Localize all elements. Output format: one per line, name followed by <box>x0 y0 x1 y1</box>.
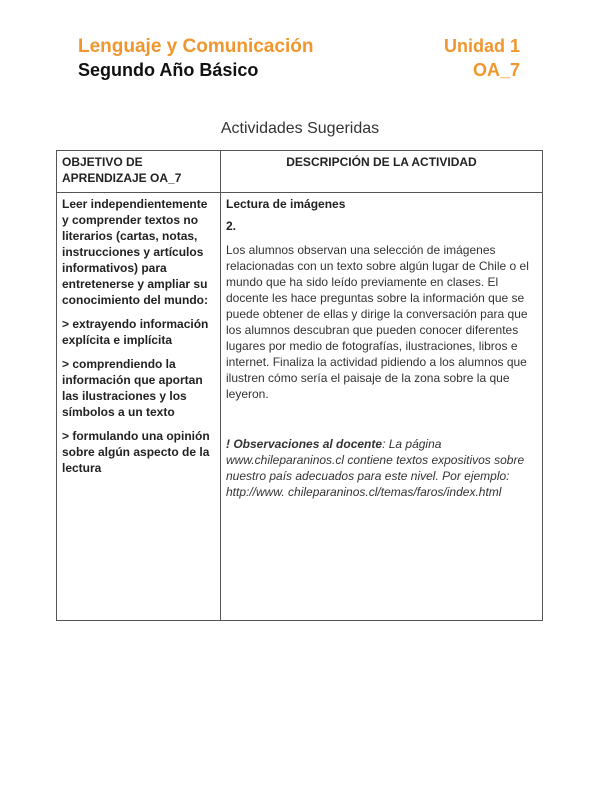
objective-text: Leer independientemente y comprender textos no literarios (cartas, notas, instrucciones y artículos informativos) para entretenerse y ampliar su conocimiento del mundo: <box>62 197 208 307</box>
activity-number: 2. <box>226 219 237 233</box>
observations-label: ! Observaciones al docente <box>226 437 383 451</box>
observations-text: : La página www.chileparaninos.cl contiene textos expositivos sobre nuestro país adecuados para este nivel. Por ejemplo: http://www. chileparaninos.cl/temas/faros/index.html <box>226 437 525 499</box>
grade-label: Segundo Año Básico <box>78 60 259 80</box>
objective-header: OBJETIVO DE APRENDIZAJE OA_7 <box>57 151 221 193</box>
objective-cell <box>57 193 221 621</box>
activity-table <box>56 150 543 621</box>
header-row-bottom <box>78 60 520 81</box>
objective-bullet: > extrayendo información explícita e implícita <box>62 317 209 347</box>
header-row-top <box>78 36 520 58</box>
objective-bullet: > formulando una opinión sobre algún aspecto de la lectura <box>62 429 210 475</box>
oa-code: OA_7 <box>472 60 520 80</box>
subject-title: Lenguaje y Comunicación <box>78 36 314 57</box>
unit-label: Unidad 1 <box>443 36 520 56</box>
objective-bullet: > comprendiendo la información que aportan las ilustraciones y los símbolos a un texto <box>62 357 203 419</box>
table-header-row <box>57 151 543 193</box>
activity-body: Los alumnos observan una selección de imágenes relacionadas con un texto sobre algún lugar de Chile o el mundo que ha sido leído previamente en clases. El docente les hace preguntas sobre la información que se puede obtener de ellas y dirige la conversación para que los alumnos descubran que pueden conocer diferentes lugares por medio de fotografías, ilustraciones, libros e internet. Finaliza la actividad pidiendo a los alumnos que ilustren cómo sería el paisaje de la zona sobre la que leyeron. <box>226 243 529 401</box>
activity-title: Lectura de imágenes <box>226 197 346 211</box>
description-header: DESCRIPCIÓN DE LA ACTIVIDAD <box>221 151 543 193</box>
description-cell <box>221 193 543 621</box>
section-title: Actividades Sugeridas <box>220 120 380 137</box>
table-row <box>57 193 543 621</box>
teacher-observations <box>226 436 537 500</box>
